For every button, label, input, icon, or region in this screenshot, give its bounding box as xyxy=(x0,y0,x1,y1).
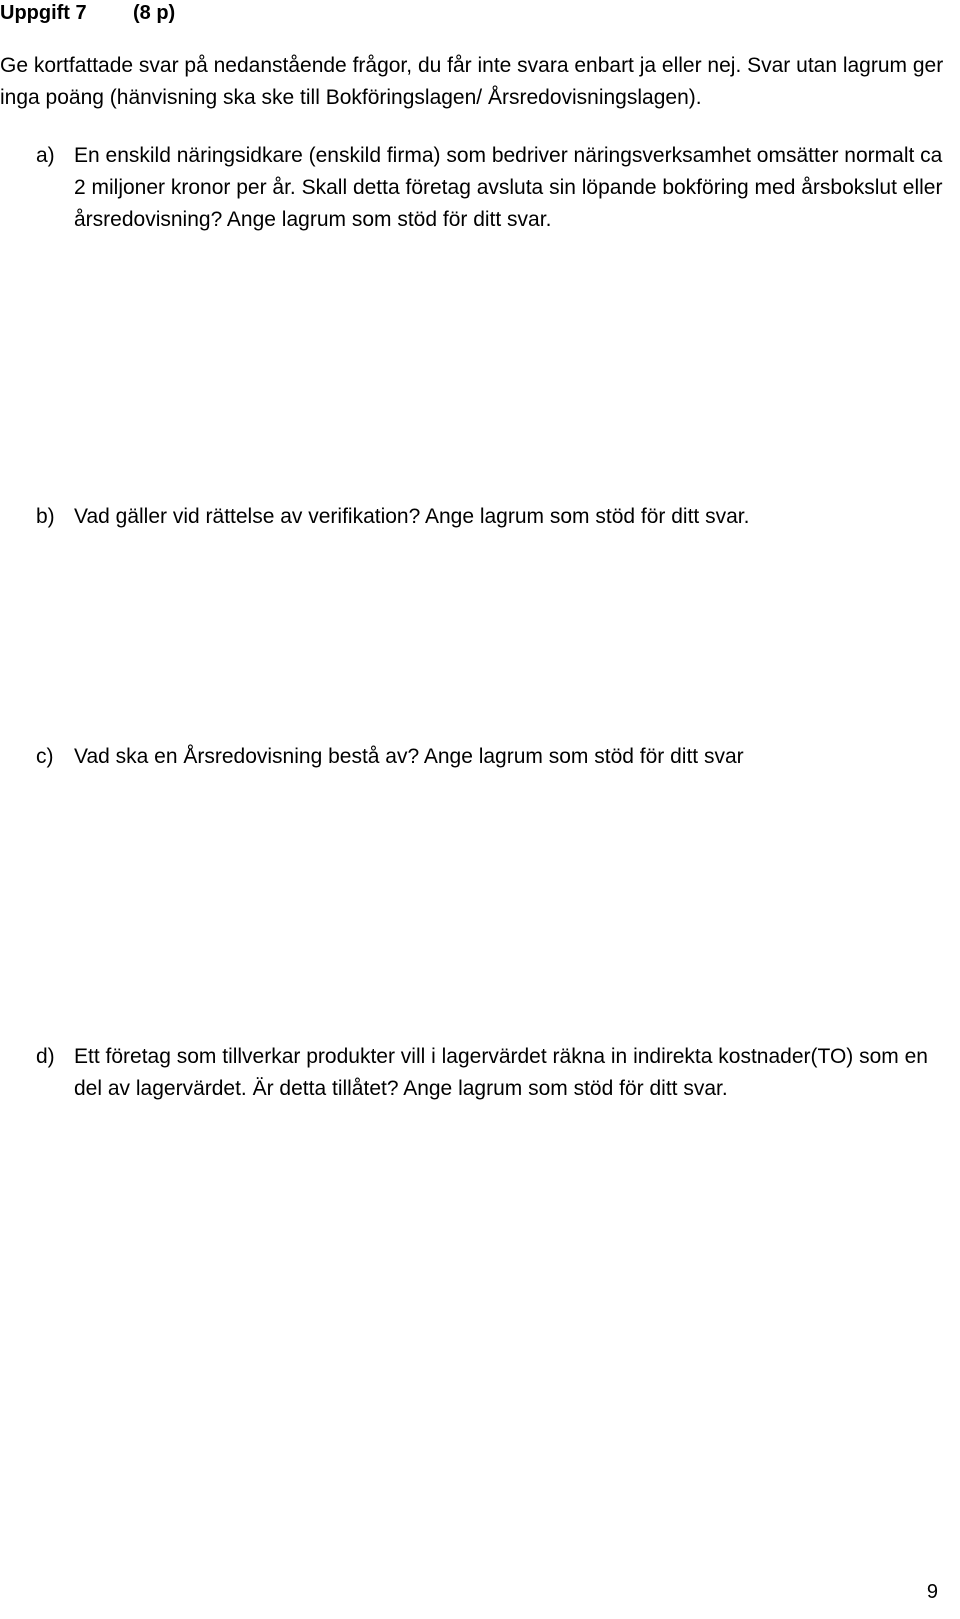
question-c xyxy=(0,741,945,773)
question-text: Vad gäller vid rättelse av verifikation? Ange lagrum som stöd för ditt svar. xyxy=(74,505,750,528)
question-text: En enskild näringsidkare (enskild firma) som bedriver näringsverksamhet omsätter normalt ca 2 miljoner kronor per år. Skall detta företag avsluta sin löpande bokföring med årsbokslut eller årsredovisning? Ange lagrum som stöd för ditt svar. xyxy=(74,144,943,231)
task-instructions: Ge kortfattade svar på nedanstående frågor, du får inte svara enbart ja eller nej. Svar utan lagrum ger inga poäng (hänvisning ska ske till Bokföringslagen/ Årsredovisningslagen). xyxy=(0,54,944,109)
question-b xyxy=(0,501,945,533)
question-letter: d) xyxy=(36,1045,55,1068)
question-letter: c) xyxy=(36,745,54,768)
question-d xyxy=(0,1041,945,1105)
question-text: Vad ska en Årsredovisning bestå av? Ange lagrum som stöd för ditt svar xyxy=(74,745,744,768)
question-letter: a) xyxy=(36,144,55,167)
page-number: 9 xyxy=(926,1581,938,1603)
question-a xyxy=(0,140,945,236)
task-points: (8 p) xyxy=(133,2,176,24)
question-letter: b) xyxy=(36,505,55,528)
question-text: Ett företag som tillverkar produkter vill i lagervärdet räkna in indirekta kostnader(TO) som en del av lagervärdet. Är detta tillåtet? Ange lagrum som stöd för ditt svar. xyxy=(74,1045,928,1100)
task-title: Uppgift 7 xyxy=(0,2,87,24)
